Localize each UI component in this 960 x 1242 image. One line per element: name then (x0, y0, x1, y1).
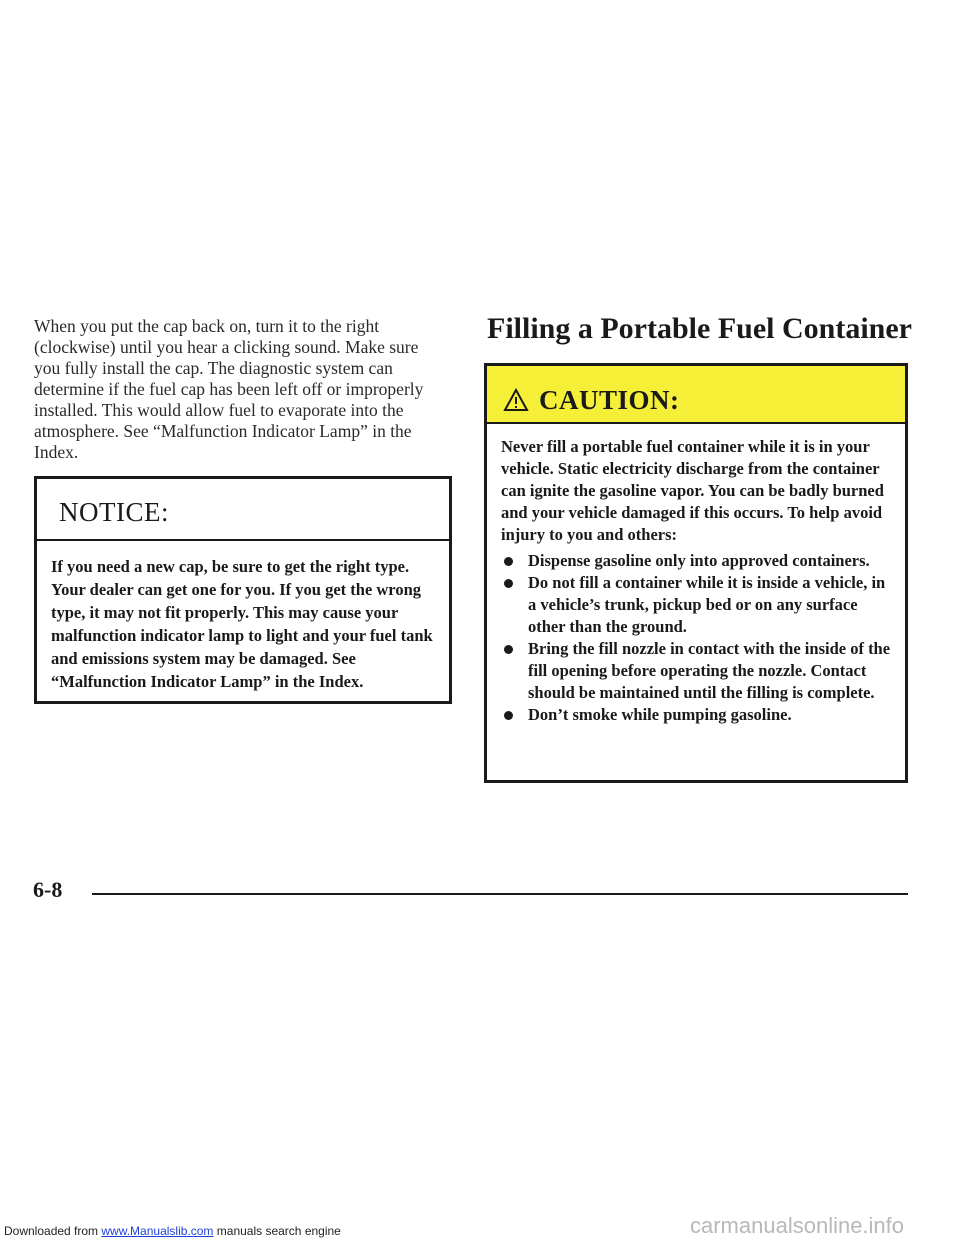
left-column (34, 316, 434, 463)
footer-suffix: manuals search engine (213, 1224, 341, 1238)
section-title: Filling a Portable Fuel Container (487, 312, 912, 345)
caution-box (484, 363, 908, 783)
notice-title: NOTICE: (37, 479, 449, 541)
bullet-dot-icon (504, 557, 513, 566)
bullet-dot-icon (504, 579, 513, 588)
caution-header (487, 366, 905, 424)
caution-bullet (501, 550, 891, 572)
caution-bullet (501, 572, 891, 638)
caution-bullet (501, 638, 891, 704)
caution-bullet-text: Do not fill a container while it is inside a vehicle, in a vehicle’s trunk, pickup bed or on any surface other than the ground. (528, 573, 886, 636)
page-rule (92, 893, 908, 895)
caution-text: Never fill a portable fuel container while it is in your vehicle. Static electricity discharge from the container can ignite the gasoline vapor. You can be badly burned and your vehicle damaged if this occurs. To help avoid injury to you and others: (501, 437, 884, 544)
notice-box (34, 476, 452, 704)
caution-title: CAUTION: (539, 384, 680, 415)
caution-bullet-text: Don’t smoke while pumping gasoline. (528, 705, 792, 724)
caution-bullets (487, 550, 905, 726)
intro-paragraph: When you put the cap back on, turn it to the right (clockwise) until you hear a clicking sound. Make sure you fully install the cap. The diagnostic system can determine if the fuel cap has been left off or improperly installed. This would allow fuel to evaporate into the atmosphere. See “Malfunction Indicator Lamp” in the Index. (34, 316, 424, 462)
warning-triangle-icon (503, 388, 529, 412)
bullet-dot-icon (504, 711, 513, 720)
download-footer (4, 1224, 341, 1238)
page-number: 6-8 (33, 877, 63, 902)
caution-bullet (501, 704, 891, 726)
watermark-logo: carmanualsonline.info (690, 1213, 905, 1238)
caution-bullet-text: Dispense gasoline only into approved containers. (528, 551, 870, 570)
caution-bullet-text: Bring the fill nozzle in contact with the inside of the fill opening before operating the nozzle. Contact should be maintained until the filling is complete. (528, 639, 891, 702)
footer-prefix: Downloaded from (4, 1224, 102, 1238)
notice-text: If you need a new cap, be sure to get the right type. Your dealer can get one for you. If you get the wrong type, it may not fit properly. This may cause your malfunction indicator lamp to light and your fuel tank and emissions system may be damaged. See “Malfunction Indicator Lamp” in the Index. (51, 557, 433, 691)
manualslib-link[interactable]: www.Manualslib.com (101, 1224, 214, 1238)
bullet-dot-icon (504, 645, 513, 654)
